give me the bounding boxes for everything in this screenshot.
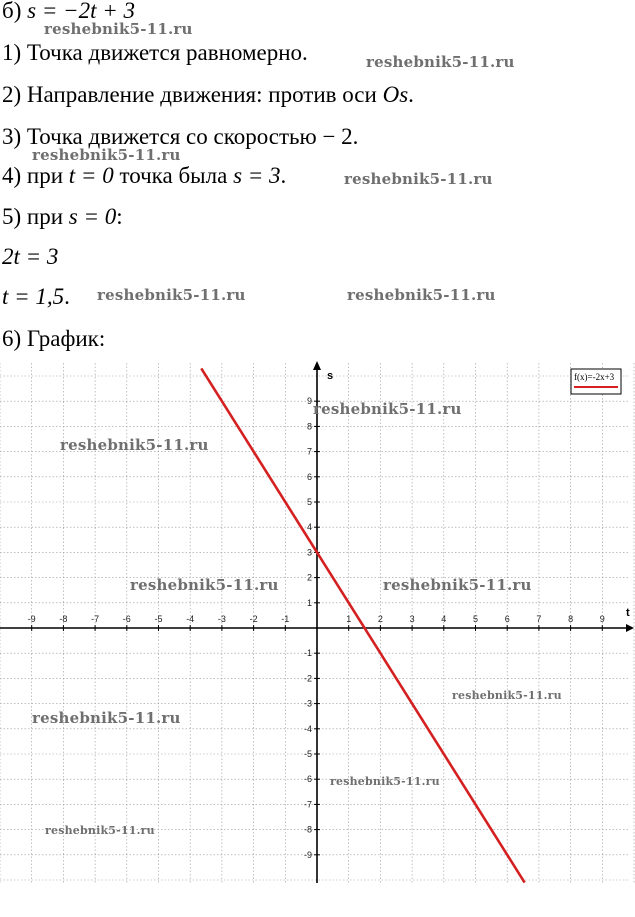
x-tick-label: -8 [59,614,68,624]
watermark: reshebnik5-11.ru [32,146,181,164]
task-equation: s = −2t + 3 [27,0,136,23]
y-tick-label: -4 [303,723,312,734]
series-layer [201,368,524,882]
y-tick-label: 2 [306,572,312,583]
watermark: reshebnik5-11.ru [344,170,493,188]
step-1-line [2,40,308,66]
y-tick-label: -3 [303,698,312,709]
x-tick-label: -4 [186,614,195,624]
step-3-text: 3) Точка движется со скоростью − 2. [2,124,359,149]
step-5-colon: : [116,204,123,229]
watermark: reshebnik5-11.ru [130,576,279,594]
answer-period: . [64,284,70,309]
x-tick-label: 4 [441,614,447,624]
x-tick-label: -2 [249,614,258,624]
y-tick-label: 9 [306,396,312,407]
x-tick-label: 8 [568,614,574,624]
y-tick-label: 5 [306,497,312,507]
step-2-line [2,82,414,108]
watermark: reshebnik5-11.ru [347,286,496,304]
x-tick-label: -6 [122,614,131,624]
y-tick-label: -2 [303,673,312,684]
watermark: reshebnik5-11.ru [45,824,155,837]
watermark: reshebnik5-11.ru [32,709,181,727]
x-tick-label: -5 [154,614,163,624]
x-tick-label: 9 [599,614,605,624]
x-tick-label: 7 [536,614,542,624]
answer-line [2,284,70,310]
y-tick-label: -8 [303,824,312,835]
task-label: б) [2,0,28,23]
x-tick-label: 2 [377,614,383,624]
y-tick-label: 4 [306,522,312,533]
function-graph [0,355,635,885]
watermark: reshebnik5-11.ru [330,775,440,788]
y-tick-label: 8 [306,421,312,432]
y-axis-label: s [327,370,334,382]
x-tick-label: 5 [472,614,479,624]
answer-text: t = 1,5 [2,284,65,309]
series-line [201,368,524,882]
step-5-text: 5) при [2,204,69,229]
x-tick-label: -9 [27,614,36,624]
step-6-line [2,326,105,352]
y-tick-label: 1 [306,597,312,608]
watermark: reshebnik5-11.ru [313,400,462,418]
watermark: reshebnik5-11.ru [60,436,209,454]
watermark: reshebnik5-11.ru [366,53,515,71]
legend [571,369,621,394]
step-6-text: 6) График: [2,326,106,351]
y-tick-label: -7 [303,799,312,810]
step-1-text: 1) Точка движется равномерно. [2,40,308,65]
watermark: reshebnik5-11.ru [97,286,246,304]
y-tick-label: 3 [306,547,312,558]
x-tick-label: 1 [346,614,352,624]
y-tick-label: -6 [303,774,312,785]
equation-text: 2t = 3 [2,244,59,269]
y-axis-arrow [313,361,321,370]
y-tick-label: -9 [303,849,312,860]
step-2-axis: Os [382,82,409,107]
y-tick-label: 7 [306,446,312,457]
step-4-time: t = 0 [68,163,114,188]
step-4-line [2,163,286,189]
y-tick-label: -1 [303,648,312,659]
watermark: reshebnik5-11.ru [452,689,562,702]
step-4-position: s = 3 [233,163,281,188]
x-tick-label: -3 [217,614,226,624]
x-tick-label: -1 [281,614,290,624]
watermark: reshebnik5-11.ru [383,576,532,594]
step-2-text: 2) Направление движения: против оси [2,82,383,107]
watermark: reshebnik5-11.ru [44,20,193,38]
step-4-period: . [280,163,287,188]
legend-label: f(x)=-2x+3 [574,372,615,382]
step-2-period: . [408,82,414,107]
step-5-condition: s = 0 [68,204,117,229]
equation-line [2,244,58,270]
y-tick-label: -5 [303,749,312,759]
x-tick-label: 6 [504,614,510,624]
x-axis-label: t [626,607,630,619]
step-5-line [2,204,123,230]
y-tick-label: 6 [306,471,312,482]
x-tick-label: -7 [91,614,100,624]
step-4-text: 4) при [2,163,69,188]
x-tick-label: 3 [409,614,415,624]
x-axis-arrow [626,624,634,632]
step-4-mid: точка была [113,163,234,188]
